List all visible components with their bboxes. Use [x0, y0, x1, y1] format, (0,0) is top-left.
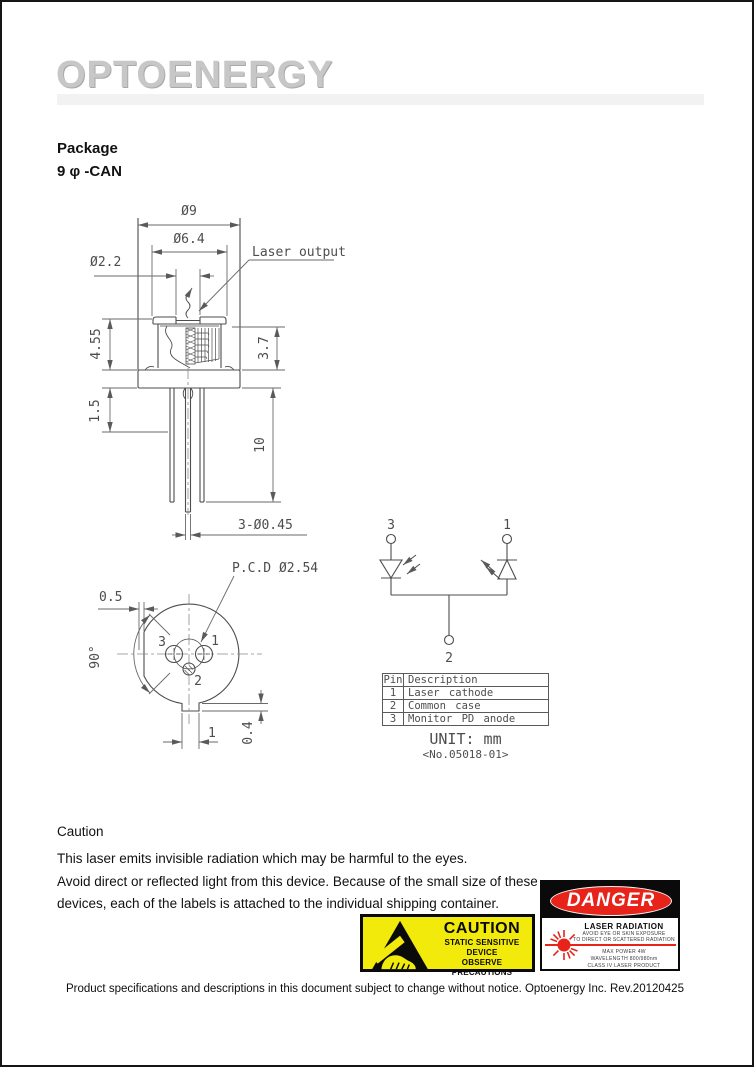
dim-cap-diameter: Ø6.4 [173, 232, 205, 247]
danger-subtext [570, 932, 678, 943]
pin-number: 2 [383, 700, 404, 713]
danger-spec-class: CLASS IV LASER PRODUCT [587, 963, 661, 969]
table-header-row [383, 674, 549, 687]
dim-lead-length: 10 [253, 437, 268, 453]
laser-output-label: Laser output [252, 245, 346, 260]
circuit-pin2-label: 2 [445, 651, 453, 666]
drawing-number: <No.05018-01> [422, 748, 509, 761]
circuit-pin1-label: 1 [503, 518, 511, 533]
col-header-description: Description [404, 674, 549, 687]
esd-label-line2: OBSERVE PRECAUTIONS [451, 958, 513, 977]
caution-line: Avoid direct or reflected light from this device. Because of the small size of these [57, 873, 538, 889]
caution-line: This laser emits invisible radiation which may be harmful to the eyes. [57, 851, 468, 866]
pin-number: 1 [383, 687, 404, 700]
danger-black-band [542, 882, 678, 918]
danger-body [542, 918, 678, 971]
package-name: 9 φ -CAN [57, 163, 122, 180]
pin-description: Common case [404, 700, 549, 713]
danger-ellipse [550, 886, 672, 916]
side-view [138, 218, 240, 515]
caution-title: Caution [57, 824, 104, 839]
section-title: Package [57, 140, 118, 157]
danger-spec-power: MAX POWER 4W [602, 949, 646, 955]
bottom-pin3-label: 3 [158, 635, 166, 650]
footer-disclaimer: Product specifications and descriptions in this document subject to change without notice. Optoenergy Inc. Rev.20120425 [66, 983, 684, 995]
danger-beam-line [545, 944, 676, 946]
brand-logo: OPTOENERGY [56, 54, 334, 96]
side-view-dimensions [94, 225, 334, 540]
danger-sub2: TO DIRECT OR SCATTERED RADIATION [573, 936, 675, 943]
pin-description: Monitor PD anode [404, 713, 549, 726]
dim-outer-diameter: Ø9 [181, 204, 197, 219]
esd-label-title: CAUTION [443, 920, 521, 937]
pin-description-table [382, 673, 549, 726]
pin-number: 3 [383, 713, 404, 726]
esd-hand-triangle-icon [370, 919, 430, 971]
danger-spec-wavelength: WAVELENGTH 800/980nm [590, 956, 658, 962]
dim-tab-width: 1 [208, 726, 216, 741]
esd-label-line1: STATIC SENSITIVE DEVICE [444, 938, 520, 957]
caution-section [57, 824, 577, 916]
table-row [383, 687, 549, 700]
dim-angle: 90° [88, 645, 103, 669]
circuit-diagram [380, 535, 517, 645]
circuit-pin3-label: 3 [387, 518, 395, 533]
unit-note: UNIT: mm [429, 730, 502, 748]
bottom-pin1-label: 1 [211, 634, 219, 649]
dim-lead-diameter: 3-Ø0.45 [238, 518, 293, 533]
dim-flat-depth: 0.5 [99, 590, 123, 605]
col-header-pin: Pin [383, 674, 403, 686]
table-row [383, 713, 549, 726]
dim-window-diameter: Ø2.2 [90, 255, 122, 270]
danger-title: DANGER [566, 890, 656, 911]
caution-line: devices, each of the labels is attached to the individual shipping container. [57, 896, 500, 911]
dim-flange-thickness: 1.5 [88, 399, 103, 423]
dim-cap-height: 4.55 [89, 328, 104, 360]
danger-heading: LASER RADIATION [584, 922, 664, 931]
pin-description: Laser cathode [404, 687, 549, 700]
pcd-label: P.C.D Ø2.54 [232, 561, 319, 576]
esd-label-text [431, 920, 533, 978]
danger-sub1: AVOID EYE OR SKIN EXPOSURE [582, 931, 666, 937]
bottom-pin2-label: 2 [194, 674, 202, 689]
esd-caution-label [360, 914, 535, 977]
danger-specs [570, 949, 678, 970]
dim-tab-height: 0.4 [241, 721, 256, 745]
dim-inner-height: 3.7 [257, 336, 272, 360]
table-row [383, 700, 549, 713]
laser-danger-label [540, 880, 680, 971]
